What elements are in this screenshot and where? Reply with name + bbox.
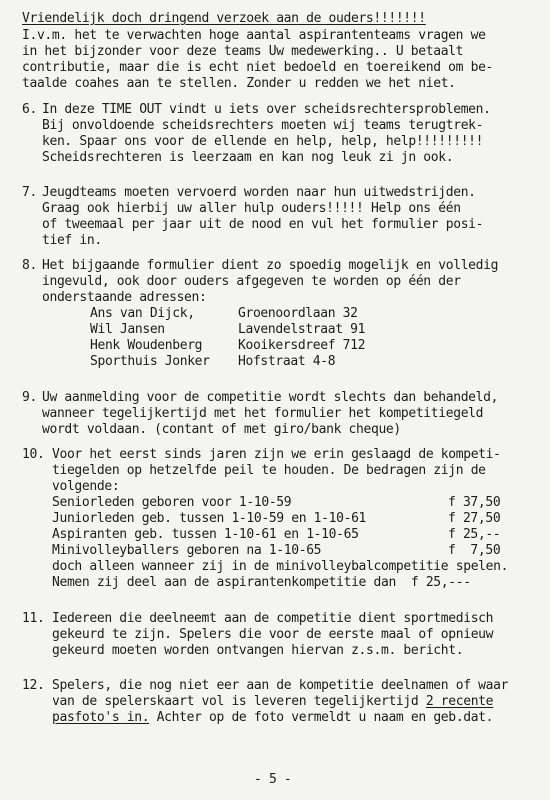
intro-line: taalde coahes aan te stellen. Zonder u redden we het niet. bbox=[22, 76, 456, 91]
item-10-line: volgende: bbox=[52, 479, 120, 494]
item-number: 12. bbox=[22, 678, 45, 693]
fee-amount: f 25,-- bbox=[448, 527, 501, 542]
item-number: 9. bbox=[22, 390, 37, 405]
item-10-line: Voor het eerst sinds jaren zijn we erin geslaagd de kompeti- bbox=[52, 447, 501, 462]
address-name: Ans van Dijck, bbox=[90, 306, 195, 321]
address-name: Sporthuis Jonker bbox=[90, 354, 210, 369]
page-number: - 5 - bbox=[254, 772, 292, 787]
item-12-text: Achter op de foto vermeldt u naam en geb.dat. bbox=[149, 710, 494, 725]
item-10-line: doch alleen wanneer zij in de minivolleybalcompetitie spelen. bbox=[52, 559, 509, 574]
item-8-line: onderstaande adressen: bbox=[42, 290, 207, 305]
fee-label: Minivolleyballers geboren na 1-10-65 bbox=[52, 543, 322, 558]
address-street: Lavendelstraat 91 bbox=[238, 322, 366, 337]
item-7-line: tief in. bbox=[42, 233, 102, 248]
fee-label: Aspiranten geb. tussen 1-10-61 en 1-10-65 bbox=[52, 527, 359, 542]
item-9-line: wanneer tegelijkertijd met het formulier het kompetitiegeld bbox=[42, 406, 484, 421]
item-11-line: gekeurd te zijn. Spelers die voor de eerste maal of opnieuw bbox=[52, 627, 494, 642]
underlined-photo-requirement: 2 recente bbox=[425, 694, 494, 709]
item-12-text: van de spelerskaart vol is leveren tegelijkertijd bbox=[52, 694, 426, 709]
underlined-photo-requirement: pasfoto's in. bbox=[52, 710, 150, 725]
intro-line: in het bijzonder voor deze teams Uw medewerking.. U betaalt bbox=[22, 44, 464, 59]
intro-line: contributie, maar die is echt niet bedoeld en toereikend om be- bbox=[22, 60, 494, 75]
item-7-line: of tweemaal per jaar uit de nood en vul het formulier posi- bbox=[42, 217, 484, 232]
item-6-line: In deze TIME OUT vindt u iets over scheidsrechtersproblemen. bbox=[42, 102, 491, 117]
item-6-line: Bij onvoldoende scheidsrechters moeten wij teams terugtrek- bbox=[42, 118, 484, 133]
heading: Vriendelijk doch dringend verzoek aan de ouders!!!!!!! bbox=[22, 11, 426, 26]
item-number: 10. bbox=[22, 447, 45, 462]
item-6-line: ken. Spaar ons voor de ellende en help, help, help!!!!!!!!! bbox=[42, 134, 484, 149]
address-street: Groenoordlaan 32 bbox=[238, 306, 358, 321]
item-11-line: gekeurd moeten worden ontvangen hiervan z.s.m. bericht. bbox=[52, 643, 464, 658]
item-9-line: Uw aanmelding voor de competitie wordt slechts dan behandeld, bbox=[42, 390, 499, 405]
item-6-line: Scheidsrechteren is leerzaam en kan nog leuk zi jn ook. bbox=[42, 150, 454, 165]
fee-label: Juniorleden geb. tussen 1-10-59 en 1-10-61 bbox=[52, 511, 367, 526]
item-10-line: Nemen zij deel aan de aspirantenkompetitie dan f 25,--- bbox=[52, 575, 471, 590]
fee-amount: f 7,50 bbox=[448, 543, 501, 558]
address-street: Hofstraat 4-8 bbox=[238, 354, 336, 369]
address-name: Wil Jansen bbox=[90, 322, 165, 337]
item-7-line: Jeugdteams moeten vervoerd worden naar hun uitwedstrijden. bbox=[42, 185, 476, 200]
fee-amount: f 27,50 bbox=[448, 511, 501, 526]
item-12-line bbox=[52, 710, 493, 726]
intro-line: I.v.m. het te verwachten hoge aantal aspirantenteams vragen we bbox=[22, 28, 486, 43]
item-12-line: Spelers, die nog niet eer aan de kompetitie deelnamen of waar bbox=[52, 678, 509, 693]
address-name: Henk Woudenberg bbox=[90, 338, 203, 353]
item-12-line bbox=[52, 694, 493, 710]
fee-label: Seniorleden geboren voor 1-10-59 bbox=[52, 495, 292, 510]
item-number: 7. bbox=[22, 185, 37, 200]
item-number: 6. bbox=[22, 102, 37, 117]
item-9-line: wordt voldaan. (contant of met giro/bank cheque) bbox=[42, 422, 401, 437]
address-street: Kooikersdreef 712 bbox=[238, 338, 366, 353]
item-number: 8. bbox=[22, 258, 37, 273]
item-7-line: Graag ook hierbij uw aller hulp ouders!!!!! Help ons één bbox=[42, 201, 461, 216]
item-8-line: Het bijgaande formulier dient zo spoedig mogelijk en volledig bbox=[42, 258, 499, 273]
item-number: 11. bbox=[22, 611, 45, 626]
fee-amount: f 37,50 bbox=[448, 495, 501, 510]
item-11-line: Iedereen die deelneemt aan de competitie dient sportmedisch bbox=[52, 611, 494, 626]
item-8-line: ingevuld, ook door ouders afgegeven te worden op één der bbox=[42, 274, 461, 289]
item-10-line: tiegelden op hetzelfde peil te houden. De bedragen zijn de bbox=[52, 463, 486, 478]
